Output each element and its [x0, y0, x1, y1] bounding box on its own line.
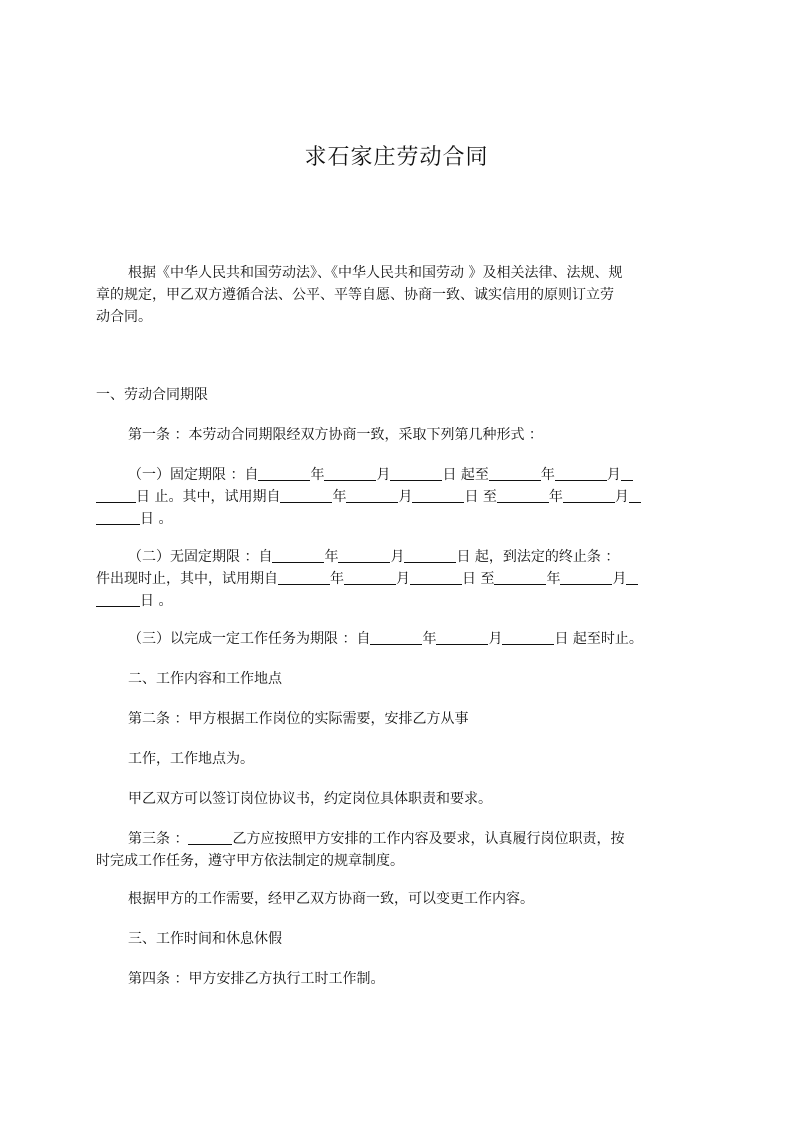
blank-field[interactable]: [494, 570, 546, 585]
blank-field[interactable]: [370, 630, 422, 645]
option-task-term-label: （三）以完成一定工作任务为期限 ：自: [128, 631, 371, 647]
option-open-term-line-2: [96, 568, 702, 590]
article-2: 第二条 ：甲方根据工作岗位的实际需要，安排乙方从事: [128, 711, 469, 727]
preamble-line-1: 根据《中华人民共和国劳动法》、《中华人民共和国劳动 》及相关法律、法规、规: [128, 265, 623, 281]
blank-field[interactable]: [278, 570, 330, 585]
blank-field[interactable]: [626, 570, 638, 585]
day-end-label: 日 。: [140, 593, 173, 609]
blank-field[interactable]: [280, 488, 332, 503]
blank-field[interactable]: [410, 570, 462, 585]
day-from-label: 日 起至: [442, 467, 489, 483]
document-title: 求石家庄劳动合同: [304, 145, 489, 170]
blank-field[interactable]: [563, 488, 615, 503]
month-label: 月: [390, 549, 405, 565]
year-label: 年: [540, 467, 555, 483]
month-label: 月: [396, 571, 410, 587]
year-label: 年: [324, 549, 339, 565]
blank-field[interactable]: [404, 548, 456, 563]
article-3-line-1: [96, 828, 734, 850]
article-3-text: 乙方应按照甲方安排的工作内容及要求，认真履行岗位职责，按: [232, 831, 625, 847]
month-label: 月: [488, 631, 503, 647]
blank-field[interactable]: [390, 466, 442, 481]
section-2-heading: 二、工作内容和工作地点: [128, 671, 282, 687]
blank-field[interactable]: [560, 570, 612, 585]
blank-field[interactable]: [338, 548, 390, 563]
option-open-term-line-3: [96, 590, 702, 612]
blank-field[interactable]: [96, 592, 140, 607]
day-label: 日: [136, 489, 150, 505]
blank-field[interactable]: [629, 488, 641, 503]
blank-field[interactable]: [497, 488, 549, 503]
blank-field[interactable]: [96, 488, 136, 503]
blank-field[interactable]: [258, 466, 310, 481]
year-label: 年: [546, 571, 561, 587]
option-task-term: [96, 628, 734, 650]
day-to-label: 日 至: [464, 489, 497, 505]
blank-field[interactable]: [96, 510, 140, 525]
section-1-heading: 一、劳动合同期限: [96, 387, 208, 403]
article-2-location: 工作，工作地点为。: [128, 751, 254, 767]
blank-field[interactable]: [555, 466, 607, 481]
article-2-agreement: 甲乙双方可以签订岗位协议书，约定岗位具体职责和要求。: [128, 791, 492, 807]
month-label: 月: [612, 571, 627, 587]
blank-field[interactable]: [346, 488, 398, 503]
section-3-heading: 三、工作时间和休息休假: [128, 931, 282, 947]
preamble-line-3: 动合同。: [96, 309, 152, 325]
blank-field[interactable]: [502, 630, 554, 645]
month-label: 月: [376, 467, 391, 483]
task-term-tail: 日 起至时止。: [554, 631, 643, 647]
option-open-term-label: （二）无固定期限 ：自: [128, 549, 273, 565]
blank-field[interactable]: [272, 548, 324, 563]
option-fixed-term-line-2: [96, 486, 702, 508]
blank-field[interactable]: [489, 466, 541, 481]
blank-field[interactable]: [324, 466, 376, 481]
option-fixed-term-label: （一）固定期限 ：自: [128, 467, 259, 483]
article-3-line-2: 时完成工作任务，遵守甲方依法制定的规章制度。: [96, 853, 404, 869]
day-to-label: 日 至: [462, 571, 495, 587]
day-from-label: 日 起，到法定的终止条 ：: [456, 549, 620, 565]
month-label: 月: [606, 467, 621, 483]
probation-label: 止。其中，试用期自: [154, 489, 281, 505]
probation-label: 件出现时止，其中，试用期自: [96, 571, 278, 587]
article-4: 第四条 ：甲方安排乙方执行工时工作制。: [128, 971, 385, 987]
article-3-label: 第三条 ：: [128, 831, 189, 847]
blank-field[interactable]: [188, 830, 232, 845]
blank-field[interactable]: [344, 570, 396, 585]
month-label: 月: [614, 489, 629, 505]
blank-field[interactable]: [436, 630, 488, 645]
month-label: 月: [398, 489, 413, 505]
year-label: 年: [310, 467, 325, 483]
option-fixed-term-line-1: [96, 464, 734, 486]
option-open-term-line-1: [96, 546, 734, 568]
day-end-label: 日 。: [140, 511, 173, 527]
year-label: 年: [330, 571, 344, 587]
article-3-change: 根据甲方的工作需要，经甲乙双方协商一致，可以变更工作内容。: [128, 891, 534, 907]
year-label: 年: [548, 489, 563, 505]
year-label: 年: [422, 631, 437, 647]
option-fixed-term-line-3: [96, 508, 702, 530]
blank-field[interactable]: [621, 466, 633, 481]
year-label: 年: [332, 489, 347, 505]
preamble-line-2: 章的规定，甲乙双方遵循合法、公平、平等自愿、协商一致、诚实信用的原则订立劳: [96, 287, 614, 303]
article-1: 第一条 ：本劳动合同期限经双方协商一致，采取下列第几种形式 ：: [128, 427, 543, 443]
blank-field[interactable]: [412, 488, 464, 503]
